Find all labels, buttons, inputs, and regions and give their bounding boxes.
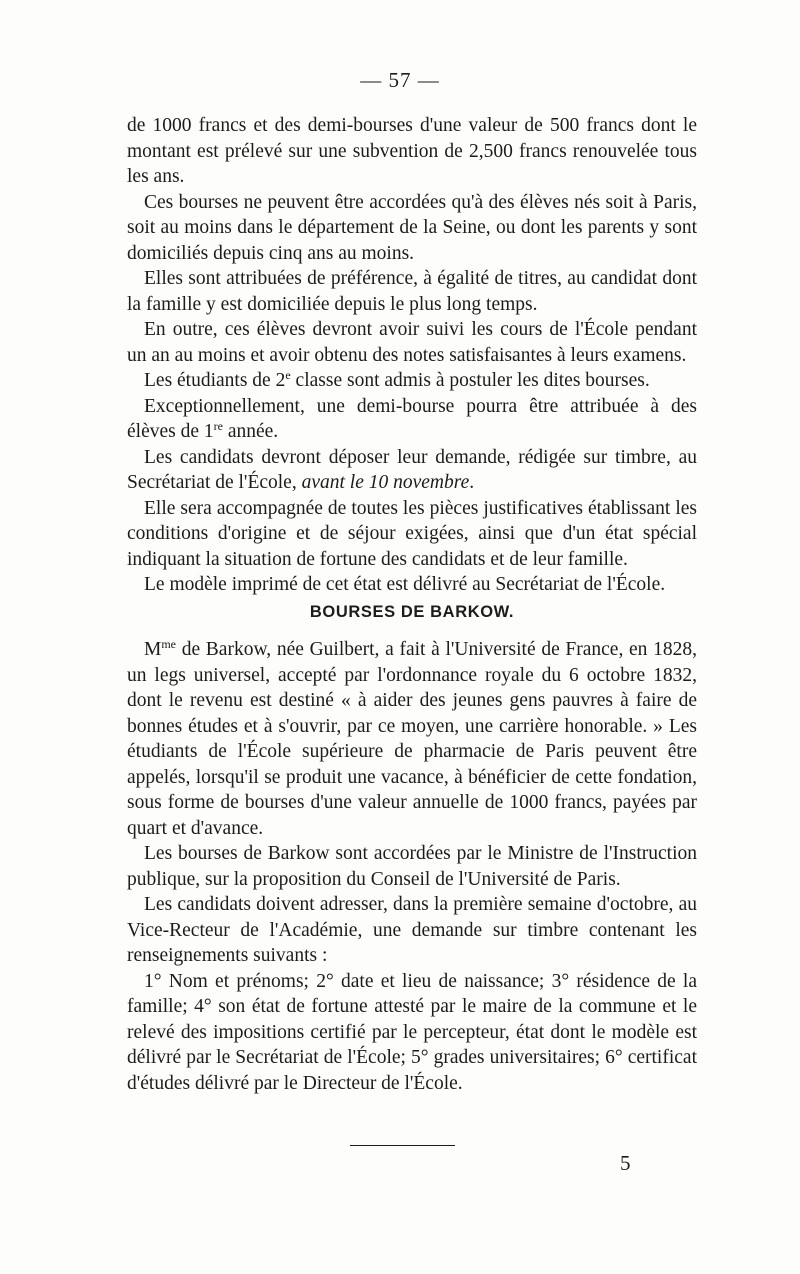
section-paragraph-4: 1° Nom et prénoms; 2° date et lieu de naissance; 3° résidence de la famille; 4° son état de fortune attesté par le maire de la commune et le relevé des impositions certifié par le percepteur, état dont le modèle est délivré par le Secrétariat de l'École; 5° grades universitaires; 6° certificat d'études délivré par le Directeur de l'École. — [127, 970, 697, 1094]
paragraph-8: Elle sera accompagnée de toutes les pièces justificatives établissant les conditions d'origine et de séjour exigées, ainsi que d'un état spécial indiquant la situation de fortune des candidats et de leur famille. — [127, 497, 697, 570]
signature-mark: 5 — [620, 1151, 631, 1175]
title-superscript: me — [161, 637, 177, 651]
ordinal-superscript: e — [285, 368, 291, 382]
section-paragraph-3: Les candidats doivent adresser, dans la première semaine d'octobre, au Vice-Recteur de l'Académie, une demande sur timbre contenant les renseignements suivants : — [127, 894, 697, 966]
page-number: — 57 — — [360, 68, 440, 92]
paragraph-7-text: Les candidats devront déposer leur demande, rédigée sur timbre, au Secrétariat de l'École, — [127, 446, 697, 493]
section-paragraph-2: Les bourses de Barkow sont accordées par le Ministre de l'Instruction publique, sur la proposition du Conseil de l'Université de Paris. — [127, 843, 697, 890]
ordinal-superscript: re — [213, 419, 223, 433]
closing-rule — [350, 1145, 455, 1146]
paragraph-6 — [127, 394, 697, 445]
paragraph-5-text: Les étudiants de 2 — [144, 370, 286, 391]
paragraph-6-text-end: année. — [222, 421, 279, 442]
paragraph-5 — [127, 368, 697, 394]
paragraph-6-text: Exceptionnellement, une demi-bourse pourra être attribuée à des élèves de 1 — [127, 395, 697, 442]
section-paragraph-1 — [127, 637, 697, 841]
paragraph-2: Ces bourses ne peuvent être accordées qu'à des élèves nés soit à Paris, soit au moins dans le département de la Seine, ou dont les parents y sont domiciliés depuis cinq ans au moins. — [127, 191, 697, 264]
paragraph-1: de 1000 francs et des demi-bourses d'une valeur de 500 francs dont le montant est prélevé sur une subvention de 2,500 francs renouvelée tous les ans. — [127, 115, 697, 187]
section-title: BOURSES DE BARKOW. — [309, 602, 515, 621]
paragraph-7-text-end: . — [469, 472, 475, 493]
paragraph-7 — [127, 445, 697, 496]
paragraph-5-text-end: classe sont admis à postuler les dites bourses. — [290, 370, 650, 391]
deadline-italic: avant le 10 novembre — [301, 472, 470, 493]
paragraph-3: Elles sont attribuées de préférence, à égalité de titres, au candidat dont la famille y est domiciliée depuis le plus long temps. — [127, 268, 697, 315]
section-paragraph-1-text: de Barkow, née Guilbert, a fait à l'Université de France, en 1828, un legs universel, accepté par l'ordonnance royale du 6 octobre 1832, dont le revenu est destiné « à aider des jeunes gens pauvres à faire de bonnes études et à s'ouvrir, par ce moyen, une carrière honorable. » Les étudiants de l'École supérieure de pharmacie de Paris peuvent être appelés, lorsqu'il se produit une vacance, à bénéficier de cette fondation, sous forme de bourses d'une valeur annuelle de 1000 francs, payées par quart et d'avance. — [127, 639, 697, 839]
body-text — [127, 113, 697, 1096]
paragraph-4: En outre, ces élèves devront avoir suivi les cours de l'École pendant un an au moins et avoir obtenu des notes satisfaisantes à leurs examens. — [127, 319, 697, 366]
title-abbreviation: M — [144, 639, 162, 660]
paragraph-9: Le modèle imprimé de cet état est délivré au Secrétariat de l'École. — [144, 574, 666, 595]
